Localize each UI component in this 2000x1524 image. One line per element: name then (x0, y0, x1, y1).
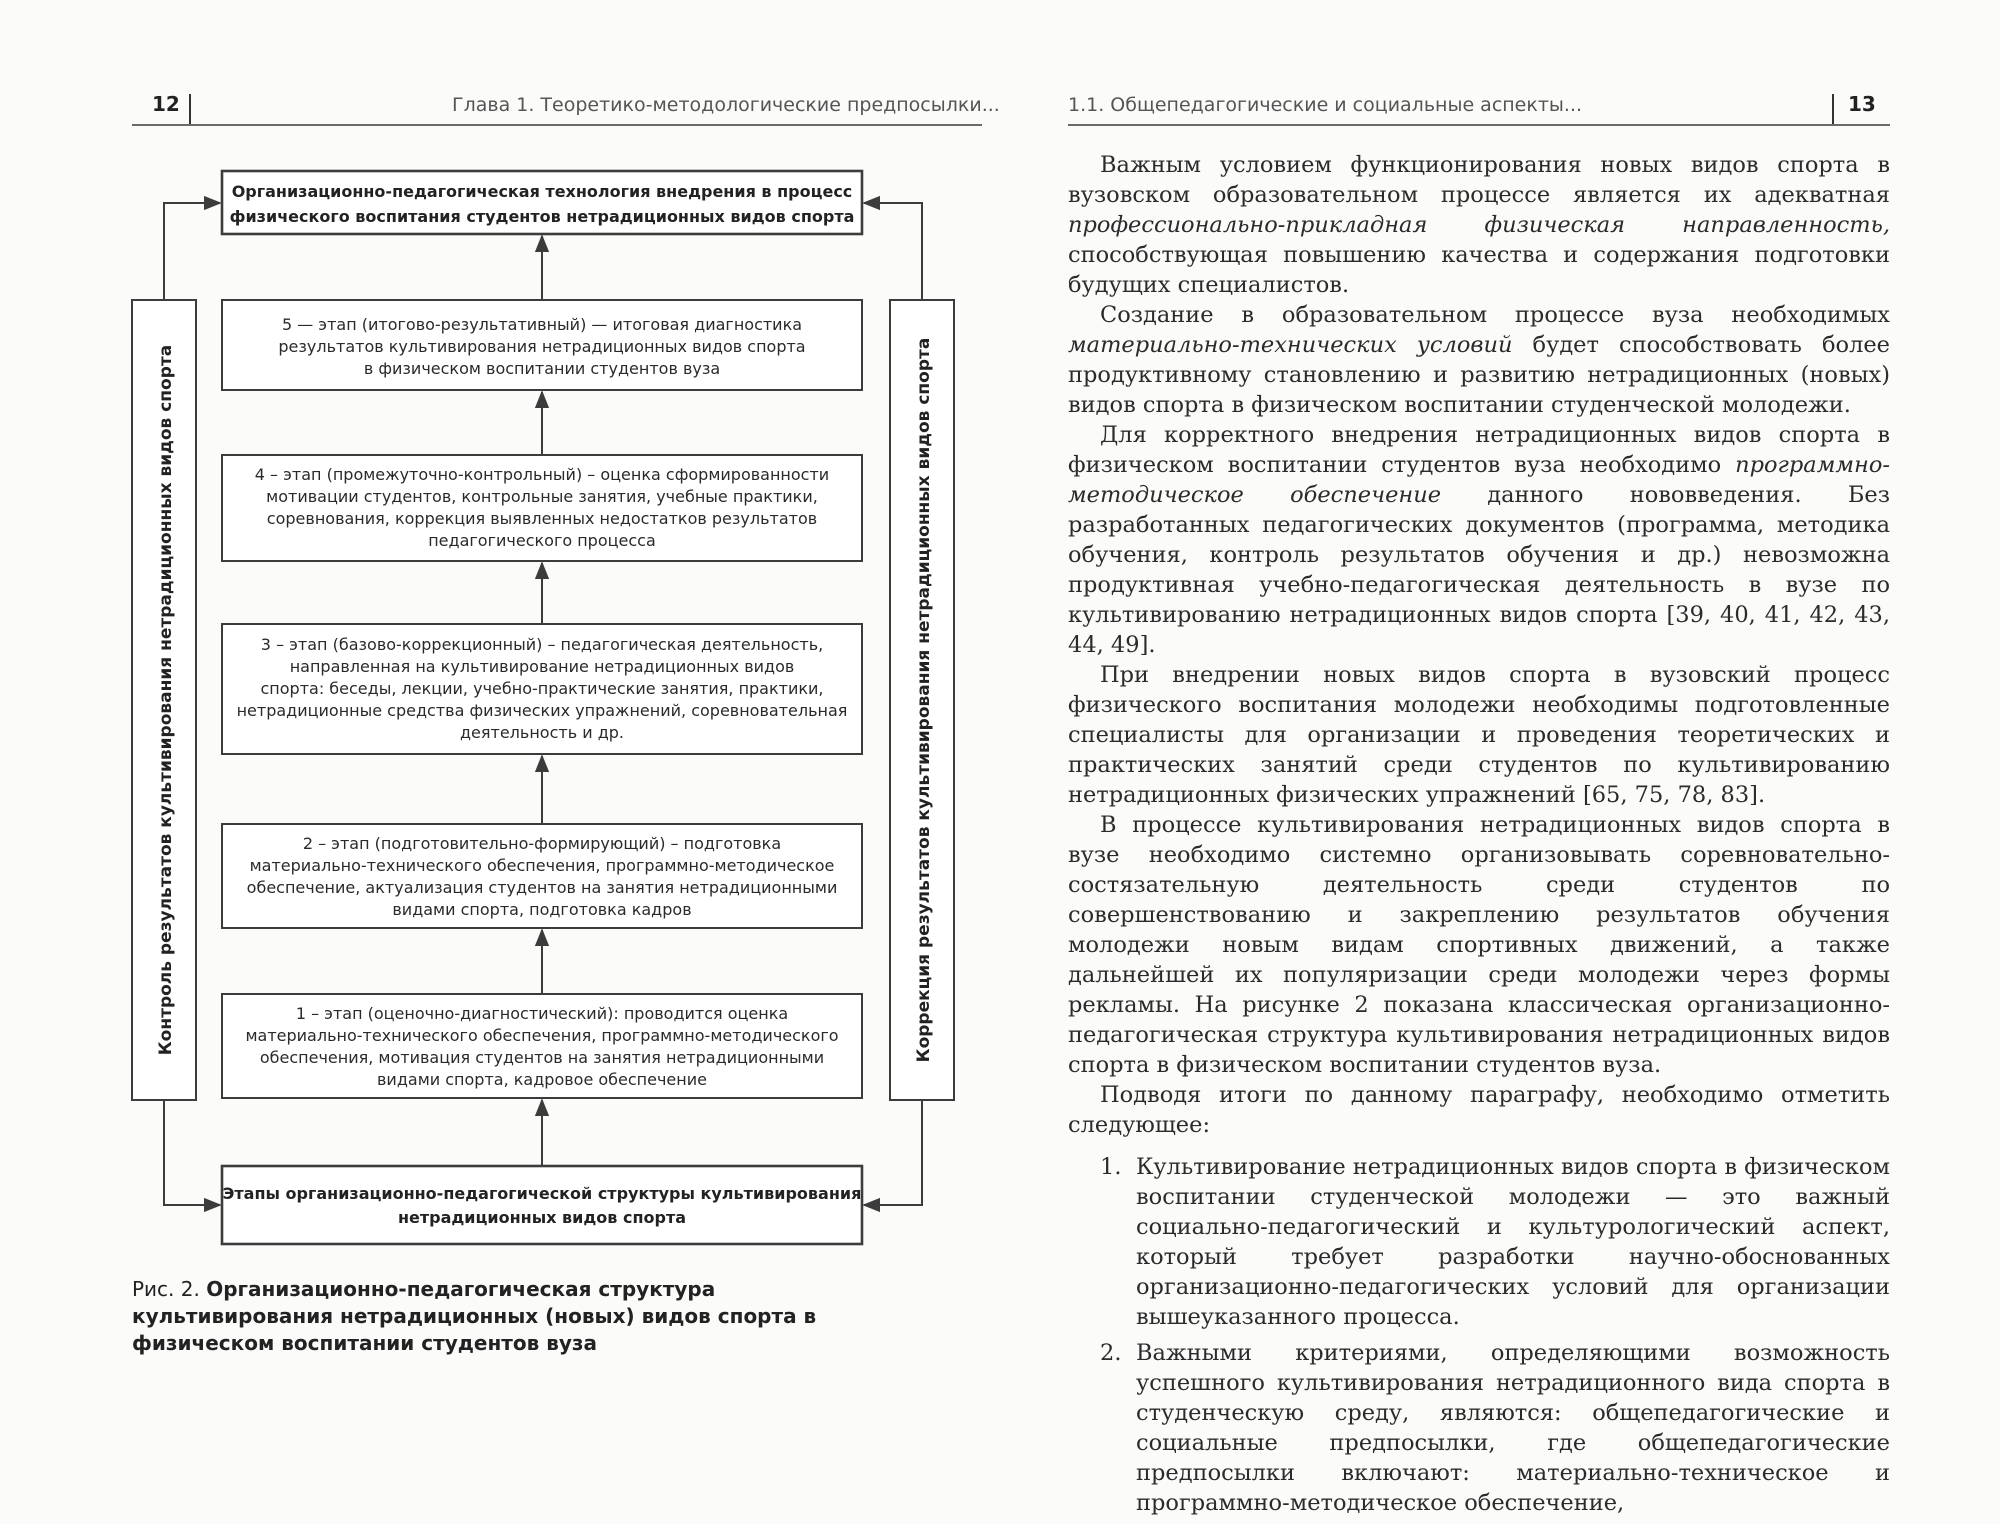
left-connector-top (164, 203, 220, 300)
stage-1-line-2: материально-технического обеспечения, программно-методического (245, 1026, 839, 1045)
organizational-structure-diagram (0, 0, 1000, 1300)
right-connector-top (864, 203, 922, 300)
stage-2-box (222, 824, 862, 928)
caption-prefix: Рис. 2. (132, 1277, 207, 1301)
stage-1-line-3: обеспечения, мотивация студентов на занятия нетрадиционными (259, 1048, 825, 1067)
stage-2-line-1: 2 – этап (подготовительно-формирующий) – подготовка (302, 834, 782, 853)
top-box-line-1: Организационно-педагогическая технология внедрения в процесс (231, 182, 853, 201)
list-item: 1. Культивирование нетрадиционных видов спорта в физическом воспитании студенческой молодежи — это важный социально-педагогический и культурологический аспект, который требует разработки научно-обоснованных организационно-педагогических условий для организации вышеуказанного процесса. (1100, 1154, 1891, 1330)
right-connector-bottom (864, 1100, 922, 1205)
right-correction-label: Коррекция результатов культивирования нетрадиционных видов спорта (914, 337, 934, 1063)
left-page-number: 12 (152, 92, 180, 116)
left-running-header: Глава 1. Теоретико-методологические предпосылки... (452, 94, 1000, 116)
bottom-box-line-1: Этапы организационно-педагогической структуры культивирования (222, 1184, 862, 1203)
paragraph-2: Создание в образовательном процессе вуза необходимых материально-технических условий будет способствовать более продуктивному становлению и развитию нетрадиционных (новых) видов спорта в физическом воспитании студенческой молодежи. (1068, 302, 1890, 418)
stage-5-box (222, 300, 862, 390)
stage-3-box (222, 624, 862, 754)
stage-1-line-4: видами спорта, кадровое обеспечение (377, 1070, 707, 1089)
paragraph-1: Важным условием функционирования новых видов спорта в вузовском образовательном процессе является их адекватная профессионально-прикладная физическая направленность, способствующая повышению качества и содержания подготовки будущих специалистов. (1068, 152, 1890, 298)
stage-3-line-5: деятельность и др. (459, 723, 625, 742)
left-connector-bottom (164, 1100, 220, 1205)
stage-4-line-2: мотивации студентов, контрольные занятия, учебные практики, (266, 487, 818, 506)
right-running-header: 1.1. Общепедагогические и социальные аспекты... (1068, 94, 1583, 116)
stage-3-line-2: направленная на культивирование нетрадиционных видов (289, 657, 795, 676)
stage-1-line-1: 1 – этап (оценочно-диагностический): проводится оценка (295, 1004, 789, 1023)
stage-5-line-2: результатов культивирования нетрадиционных видов спорта (278, 337, 806, 356)
summary-list (1068, 1152, 1890, 1518)
stage-3-line-1: 3 – этап (базово-коррекционный) – педагогическая деятельность, (260, 635, 824, 654)
right-correction-column (890, 300, 954, 1100)
right-page-body (1068, 150, 1890, 1524)
left-control-label: Контроль результатов культивирования нетрадиционных видов спорта (156, 344, 176, 1056)
stage-3-line-3: спорта: беседы, лекции, учебно-практические занятия, практики, (260, 679, 824, 698)
caption-title: Организационно-педагогическая структура культивирования нетрадиционных (новых) видов спорта в физическом воспитании студентов вуза (132, 1277, 817, 1355)
stage-4-line-1: 4 – этап (промежуточно-контрольный) – оценка сформированности (254, 465, 830, 484)
stage-4-box (222, 455, 862, 561)
stage-4-line-3: соревнования, коррекция выявленных недостатков результатов (266, 509, 818, 528)
stage-1-box (222, 994, 862, 1098)
stage-5-line-3: в физическом воспитании студентов вуза (363, 359, 721, 378)
bottom-box-stages (222, 1166, 862, 1244)
paragraph-4: При внедрении новых видов спорта в вузовский процесс физического воспитания молодежи необходимы подготовленные специалисты для организации и проведения теоретических и практических занятий среди студентов по культивированию нетрадиционных физических упражнений [65, 75, 78, 83]. (1068, 662, 1890, 808)
stage-2-line-4: видами спорта, подготовка кадров (392, 900, 692, 919)
stage-2-line-2: материально-технического обеспечения, программно-методическое (249, 856, 835, 875)
bottom-box-line-2: нетрадиционных видов спорта (397, 1208, 687, 1227)
top-box-line-2: физического воспитания студентов нетрадиционных видов спорта (229, 207, 855, 226)
stage-4-line-4: педагогического процесса (428, 531, 656, 550)
stage-5-line-1: 5 — этап (итогово-результативный) — итоговая диагностика (281, 315, 803, 334)
right-page-number: 13 (1848, 92, 1876, 116)
paragraph-3: Для корректного внедрения нетрадиционных видов спорта в физическом воспитании студентов вуза необходимо программно-методическое обеспечение данного нововведения. Без разработанных педагогических документов (программа, методика обучения, контроль результатов обучения и др.) невозможна продуктивная учебно-педагогическая деятельность в вузе по культивированию нетрадиционных видов спорта [39, 40, 41, 42, 43, 44, 49]. (1068, 422, 1890, 658)
right-header-rule (1068, 124, 1890, 126)
stage-2-line-3: обеспечение, актуализация студентов на занятия нетрадиционными (246, 878, 838, 897)
left-control-column (132, 300, 196, 1100)
figure-caption (132, 1276, 892, 1357)
paragraph-5: В процессе культивирования нетрадиционных видов спорта в вузе необходимо системно организовывать соревновательно-состязательную деятельность среди студентов по совершенствованию и закреплению результатов обучения молодежи новым видам спортивных движений, а также дальнейшей их популяризации среди молодежи через формы рекламы. На рисунке 2 показана классическая организационно-педагогическая структура культивирования нетрадиционных видов спорта в физическом воспитании студентов вуза. (1068, 812, 1890, 1078)
paragraph-6: Подводя итоги по данному параграфу, необходимо отметить следующее: (1068, 1082, 1890, 1138)
list-item: 2. Важными критериями, определяющими возможность успешного культивирования нетрадиционного вида спорта в студенческую среду, являются: общепедагогические и социальные предпосылки, где общепедагогические предпосылки включают: материально-техническое и программно-методическое обеспечение, (1100, 1340, 1890, 1516)
top-box-technology (222, 171, 862, 234)
stage-3-line-4: нетрадиционные средства физических упражнений, соревновательная (236, 701, 848, 720)
right-header-divider (1832, 94, 1834, 124)
